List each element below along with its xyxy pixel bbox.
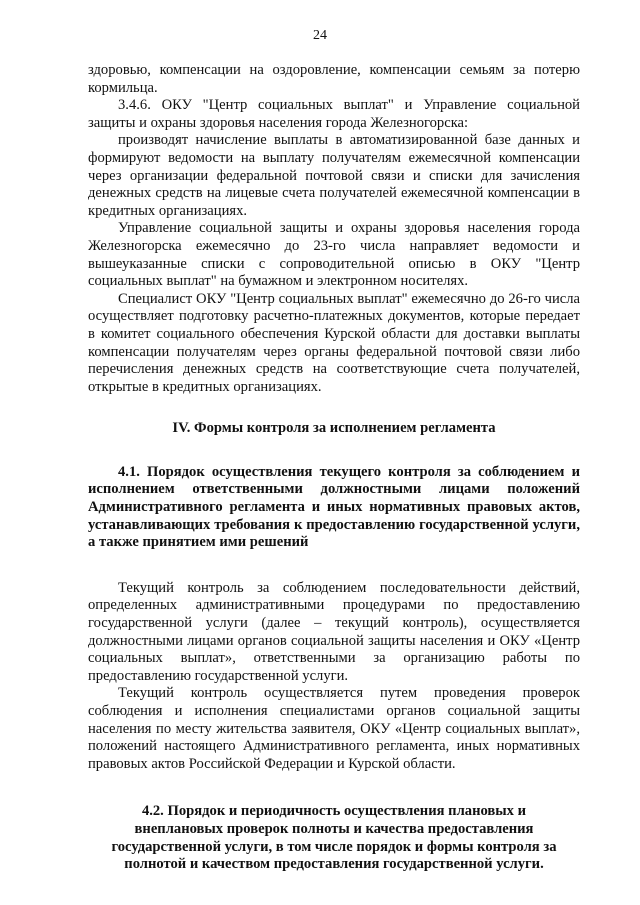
document-body (88, 62, 580, 874)
paragraph-continuation: здоровью, компенсации на оздоровление, компенсации семьям за потерю кормильца. (88, 62, 580, 96)
subsection-4-2-title: 4.2. Порядок и периодичность осуществления плановых и внеплановых проверок полноты и качества предоставления государственной услуги, в том числе порядок и формы контроля за полнотой и качеством предоставления государственной услуги. (111, 803, 557, 873)
paragraph-current-control: Текущий контроль за соблюдением последовательности действий, определенных административными процедурами по предоставлению государственной услуги (далее – текущий контроль), осуществляется должностными лицами органов социальной защиты населения и ОКУ «Центр социальных выплат», ответственными за организацию работы по предоставлению государственной услуги. (88, 579, 580, 684)
paragraph-control-checks: Текущий контроль осуществляется путем проведения проверок соблюдения и исполнения специалистами органов социальной защиты населения по месту жительства заявителя, ОКУ «Центр социальных выплат», положений настоящего Административного регламента, иных нормативных правовых актов Российской Федерации и Курской области. (88, 685, 580, 772)
paragraph-calculation: производят начисление выплаты в автоматизированной базе данных и формируют ведомости на выплату получателям ежемесячной компенсации через организации федеральной почтовой связи и списки для зачисления денежных средств на лицевые счета получателей ежемесячной компенсации в кредитных организациях. (88, 132, 580, 219)
paragraph-specialist: Специалист ОКУ "Центр социальных выплат" ежемесячно до 26-го числа осуществляет подготовку расчетно-платежных документов, которые передает в комитет социального обеспечения Курской области для доставки выплаты компенсации получателям через органы федеральной почтовой связи либо перечисления денежных средств на соответствующие счета получателей, открытые в кредитных организациях. (88, 290, 580, 395)
paragraph-3-4-6: 3.4.6. ОКУ "Центр социальных выплат" и Управление социальной защиты и охраны здоровья населения города Железногорска: (88, 97, 580, 131)
section-title: IV. Формы контроля за исполнением регламента (172, 420, 496, 437)
page-number: 24 (313, 28, 327, 43)
subsection-4-1-title: 4.1. Порядок осуществления текущего контроля за соблюдением и исполнением ответственными должностными лицами положений Административного регламента и иных нормативных правовых актов, устанавливающих требования к предоставлению государственной услуги, а также принятием ими решений (88, 463, 580, 551)
paragraph-department-lists: Управление социальной защиты и охраны здоровья населения города Железногорска ежемесячно до 23-го числа направляет ведомости и вышеуказанные списки с сопроводительной описью в ОКУ "Центр социальных выплат" на бумажном и электронном носителях. (88, 220, 580, 290)
